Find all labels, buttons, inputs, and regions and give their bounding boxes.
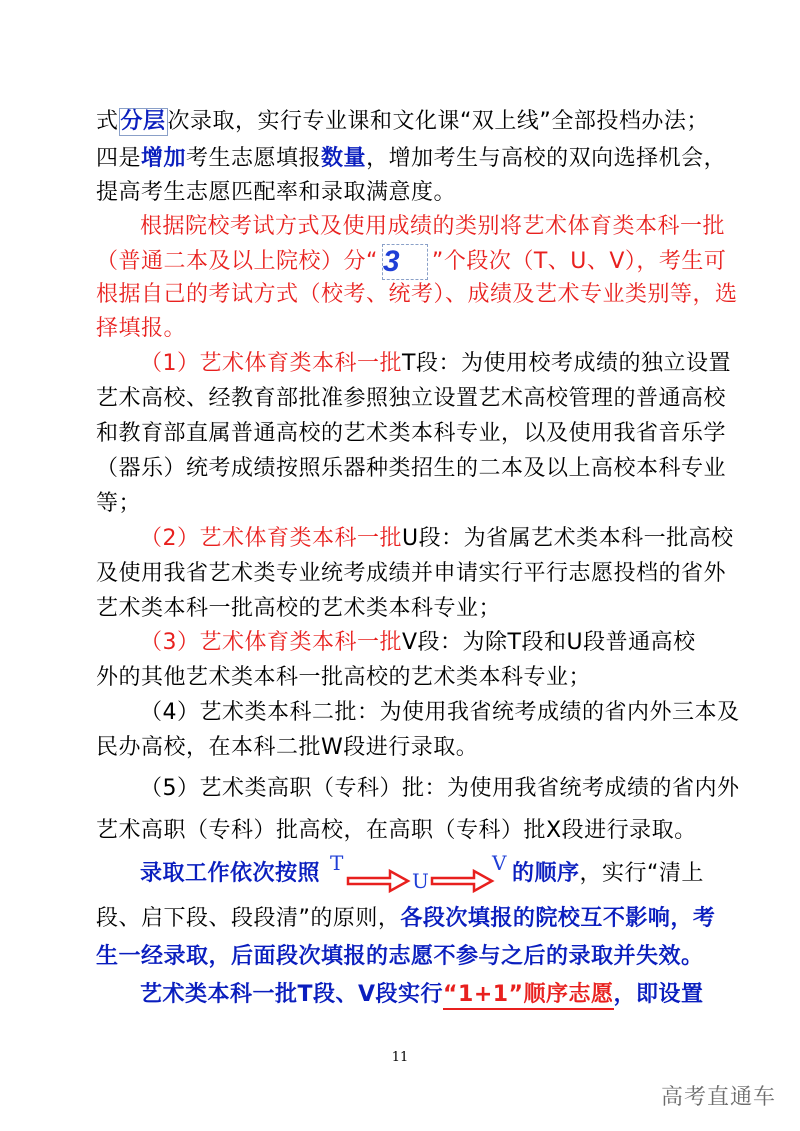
paragraph-line: 录取工作依次按照 T U V 的顺序，实行“清上 — [140, 850, 708, 898]
paragraph-line: 和教育部直属普通高校的艺术类本科专业，以及使用我省音乐学 — [96, 421, 727, 446]
paragraph-line: 艺术高校、经教育部批准参照独立设置艺术高校管理的普通高校 — [96, 386, 727, 411]
arrow-label-v: V — [492, 851, 507, 875]
sequential-volunteer-term: “1+1”顺序志愿 — [443, 982, 613, 1010]
paragraph-line: 根据院校考试方式及使用成绩的类别将艺术体育类本科一批 — [140, 214, 726, 239]
arrow-label-t: T — [330, 851, 344, 875]
paragraph-line: 四是增加考生志愿填报数量，增加考生与高校的双向选择机会， — [96, 146, 727, 171]
paragraph-line: 民办高校，在本科二批W段进行录取。 — [96, 735, 479, 760]
paragraph-line: 段、启下段、段段清”的原则，各段次填报的院校互不影响，考 — [96, 906, 716, 931]
paragraph-line: 提高考生志愿匹配率和录取满意度。 — [96, 180, 457, 205]
paragraph-line: （5）艺术类高职（专科）批：为使用我省统考成绩的省内外 — [140, 776, 740, 801]
paragraph-line: （1）艺术体育类本科一批T段：为使用校考成绩的独立设置 — [140, 351, 731, 376]
paragraph-line: 艺术高职（专科）批高校，在高职（专科）批X段进行录取。 — [96, 818, 697, 843]
paragraph-line: 等； — [96, 491, 142, 516]
paragraph-line: 择填报。 — [96, 316, 187, 341]
arrow-u-to-v — [432, 871, 492, 891]
arrow-shape — [432, 871, 492, 891]
arrow-shape — [348, 871, 408, 891]
paragraph-line: 生一经录取，后面段次填报的志愿不参与之后的录取并失效。 — [96, 944, 704, 969]
paragraph-line: 外的其他艺术类本科一批高校的艺术类本科专业； — [96, 665, 592, 690]
arrow-t-to-u — [348, 871, 408, 891]
page-number: 11 — [391, 1050, 409, 1065]
watermark: 高考直通车 — [660, 1085, 776, 1110]
paragraph-line: 艺术类本科一批高校的艺术类本科专业； — [96, 596, 502, 621]
paragraph-line: 艺术类本科一批T段、V段实行“1+1”顺序志愿，即设置 — [140, 980, 708, 1010]
paragraph-line: （4）艺术类本科二批：为使用我省统考成绩的省内外三本及 — [140, 700, 740, 725]
arrow-label-u: U — [412, 869, 430, 893]
paragraph-line: （器乐）统考成绩按照乐器种类招生的二本及以上高校本科专业 — [96, 456, 727, 481]
segment-count: 3 — [382, 244, 428, 280]
paragraph-line: （普通二本及以上院校）分“ 3 ”个段次（T、U、V），考生可 — [96, 245, 727, 278]
paragraph-line: 及使用我省艺术类专业统考成绩并申请实行平行志愿投档的省外 — [96, 561, 727, 586]
paragraph-line: （3）艺术体育类本科一批V段：为除T段和U段普通高校 — [140, 630, 696, 655]
order-arrows — [328, 851, 507, 896]
paragraph-line: 式分层次录取，实行专业课和文化课“双上线”全部投档办法； — [96, 109, 709, 134]
paragraph-line: 根据自己的考试方式（校考、统考）、成绩及艺术专业类别等，选 — [96, 282, 738, 307]
highlighted-word: 分层 — [120, 109, 166, 134]
paragraph-line: （2）艺术体育类本科一批U段：为省属艺术类本科一批高校 — [140, 526, 734, 551]
